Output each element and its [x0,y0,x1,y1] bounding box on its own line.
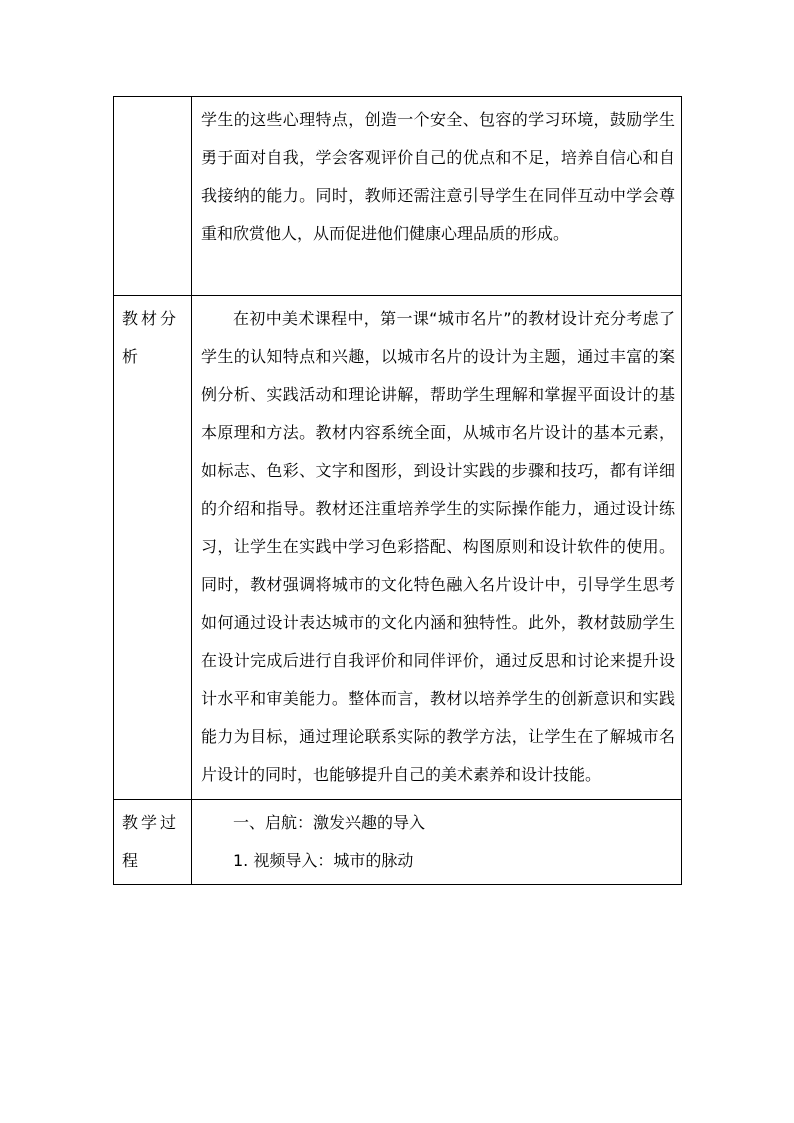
row-label-empty [114,97,192,296]
table-row [114,97,682,296]
section-heading: 一、启航：激发兴趣的导入 [233,813,426,832]
psychology-content [192,97,682,296]
table-row [114,800,682,885]
table-row [114,296,682,800]
teaching-process-content [192,800,682,885]
lesson-plan-table [113,96,682,885]
material-analysis-content [192,296,682,800]
row-label-material-analysis: 教材分析 [114,296,192,800]
paragraph: 学生的这些心理特点，创造一个安全、包容的学习环境，鼓励学生勇于面对自我，学会客观评价自己的优点和不足，培养自信心和自我接纳的能力。同时，教师还需注意引导学生在同伴互动中学会尊重和欣赏他人，从而促进他们健康心理品质的形成。 [201,110,675,243]
subsection-heading: 1. 视频导入：城市的脉动 [233,851,414,870]
row-label-teaching-process: 教学过程 [114,800,192,885]
paragraph: 在初中美术课程中，第一课“城市名片”的教材设计充分考虑了学生的认知特点和兴趣，以城市名片的设计为主题，通过丰富的案例分析、实践活动和理论讲解，帮助学生理解和掌握平面设计的基本原理和方法。教材内容系统全面，从城市名片设计的基本元素，如标志、色彩、文字和图形，到设计实践的步骤和技巧，都有详细的介绍和指导。教材还注重培养学生的实际操作能力，通过设计练习，让学生在实践中学习色彩搭配、构图原则和设计软件的使用。同时，教材强调将城市的文化特色融入名片设计中，引导学生思考如何通过设计表达城市的文化内涵和独特性。此外，教材鼓励学生在设计完成后进行自我评价和同伴评价，通过反思和讨论来提升设计水平和审美能力。整体而言，教材以培养学生的创新意识和实践能力为目标，通过理论联系实际的教学方法，让学生在了解城市名片设计的同时，也能够提升自己的美术素养和设计技能。 [201,309,675,784]
